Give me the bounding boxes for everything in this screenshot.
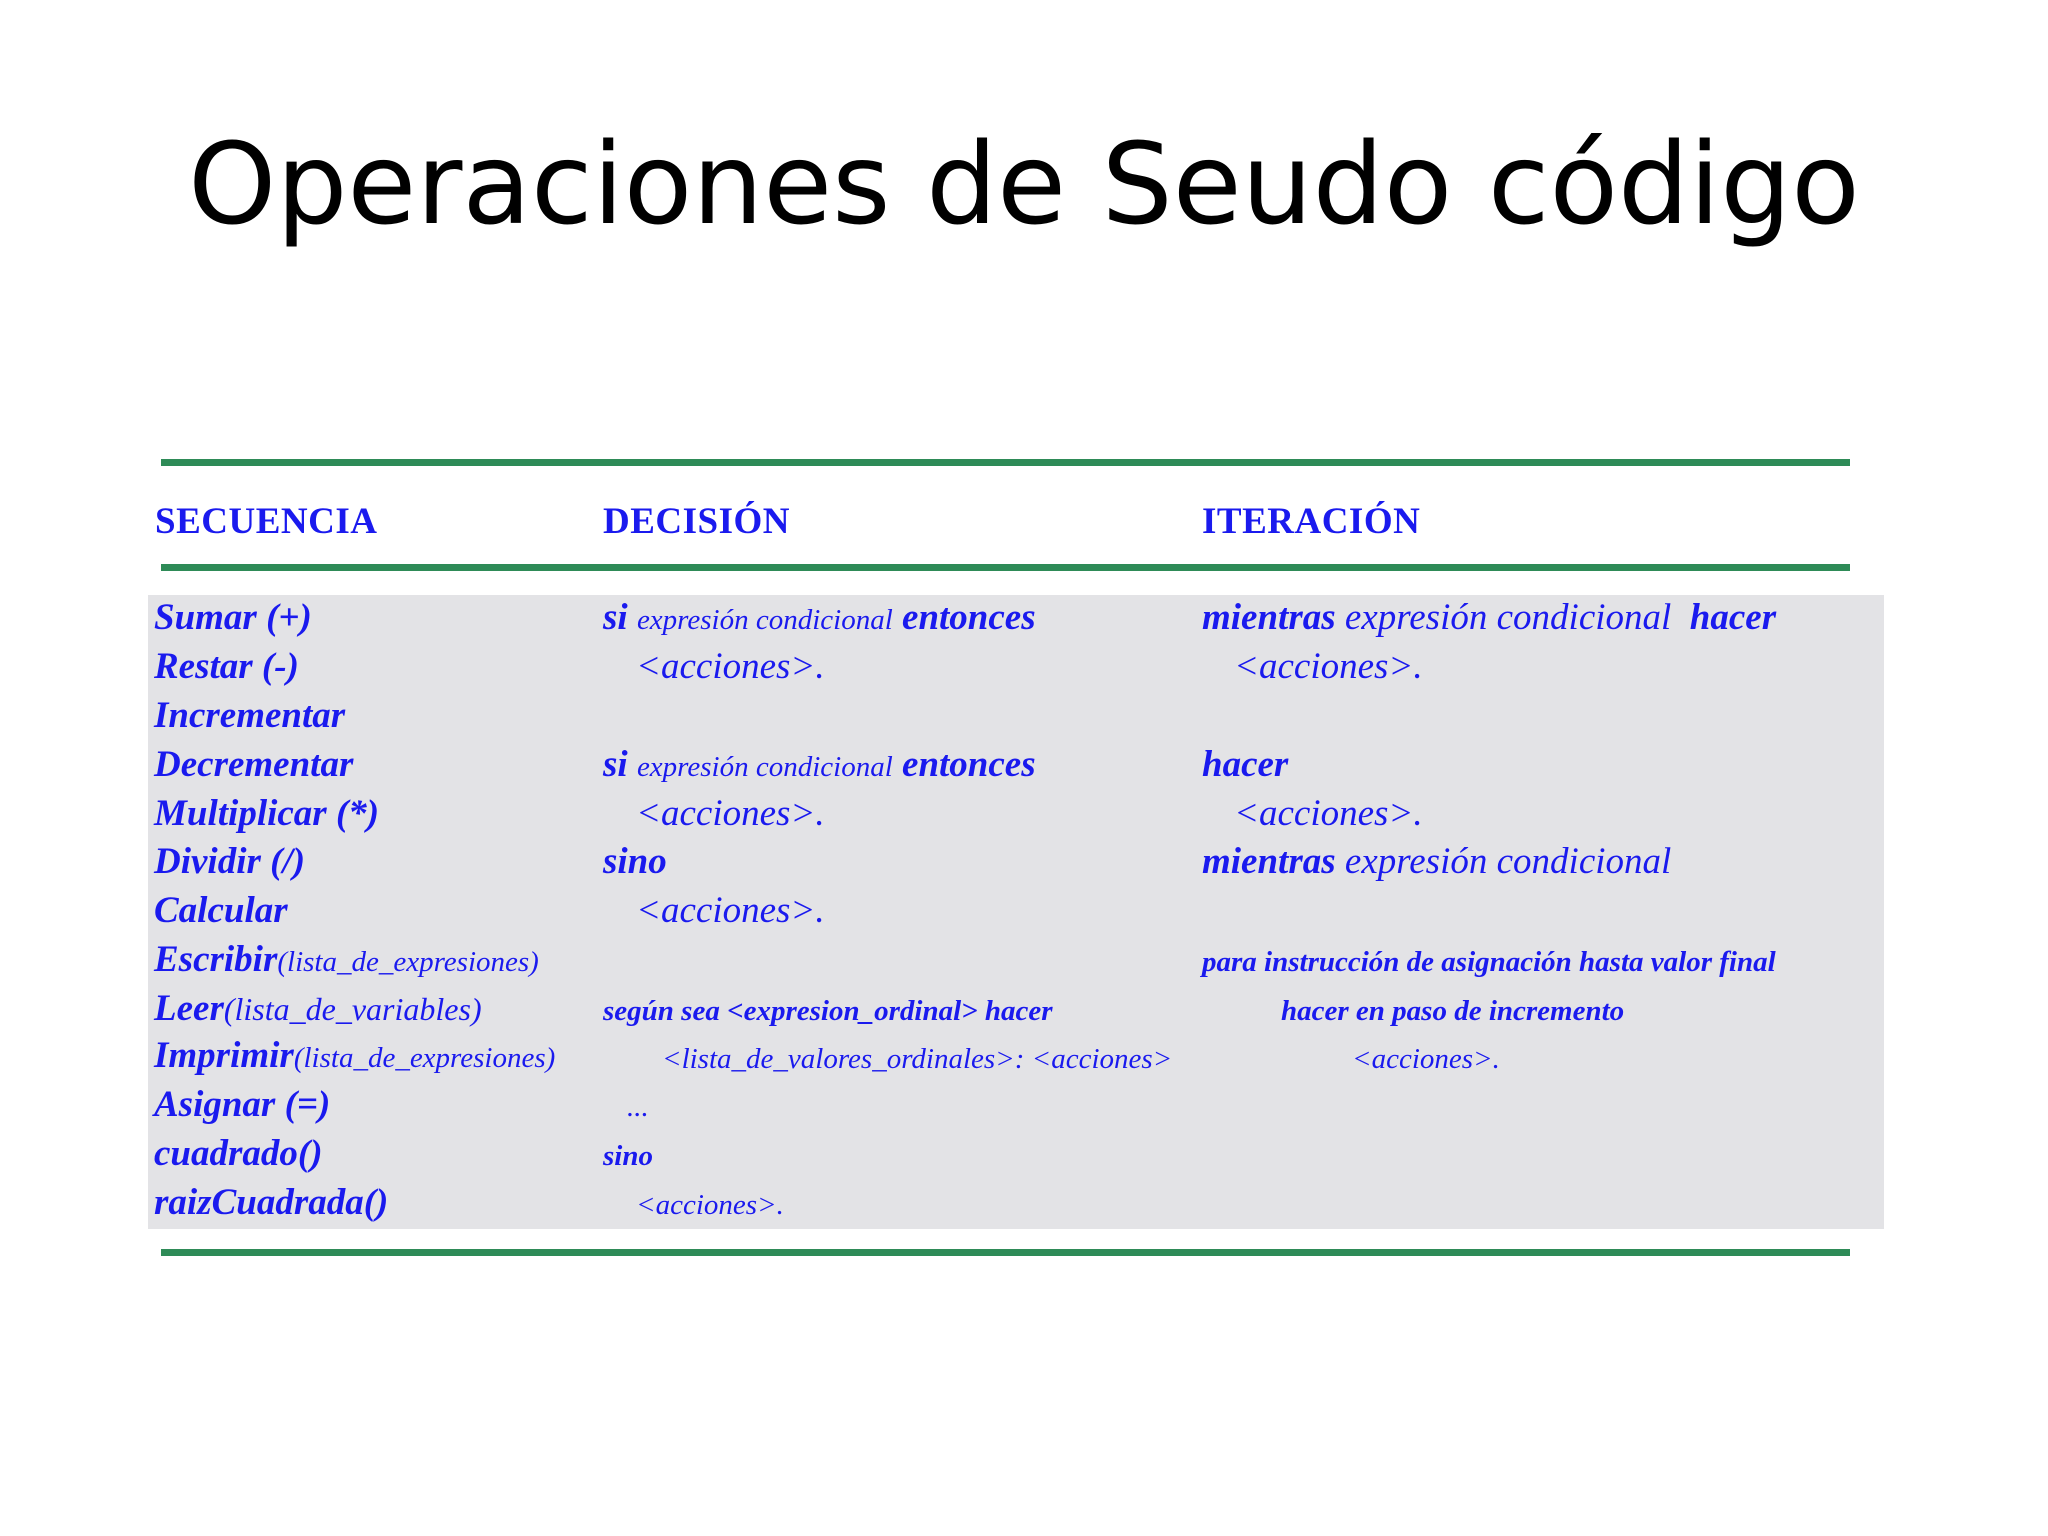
decision-lista-valores: <lista_de_valores_ordinales>: <acciones> — [662, 1043, 1173, 1075]
kw-entonces: entonces — [902, 744, 1036, 785]
op-decrementar: Decrementar — [154, 744, 354, 785]
op-incrementar: Incrementar — [154, 695, 346, 736]
kw-mientras: mientras — [1202, 597, 1336, 638]
decision-acciones-3: <acciones>. — [636, 890, 825, 931]
kw-mientras: mientras — [1202, 841, 1336, 882]
decision-segun-sea: según sea <expresion_ordinal> hacer — [603, 995, 1053, 1027]
decision-acciones-2: <acciones>. — [636, 793, 825, 834]
header-rule — [161, 564, 1850, 571]
op-cuadrado: cuadrado() — [154, 1133, 323, 1174]
decision-expr: expresión condicional — [636, 751, 893, 783]
iter-acciones-2: <acciones>. — [1234, 793, 1423, 834]
op-escribir — [154, 940, 539, 981]
op-raiz-cuadrada: raizCuadrada() — [154, 1182, 389, 1223]
op-calcular: Calcular — [154, 890, 288, 931]
op-asignar: Asignar (=) — [154, 1084, 331, 1125]
kw-hacer: hacer — [1689, 597, 1777, 638]
op-leer-name: Leer — [154, 988, 224, 1029]
iter-mientras-hacer — [1202, 598, 1776, 639]
iter-acciones-1: <acciones>. — [1234, 646, 1423, 687]
table-body — [148, 595, 1884, 1229]
iter-expr: expresión condicional — [1344, 841, 1672, 882]
iter-mientras-2 — [1202, 842, 1671, 883]
kw-sino-small: sino — [603, 1140, 653, 1172]
bottom-rule — [161, 1249, 1850, 1256]
op-dividir: Dividir (/) — [154, 841, 306, 882]
decision-si-entonces-1 — [603, 598, 1036, 639]
op-multiplicar: Multiplicar (*) — [154, 793, 380, 834]
header-secuencia: SECUENCIA — [155, 501, 378, 542]
iter-para: para instrucción de asignación hasta valor final — [1202, 946, 1776, 978]
slide-title: Operaciones de Seudo código — [188, 120, 1860, 250]
op-leer — [154, 989, 482, 1030]
op-restar: Restar (-) — [154, 646, 299, 687]
kw-hacer-2: hacer — [1202, 744, 1289, 785]
header-decision: DECISIÓN — [603, 501, 790, 542]
op-escribir-args: (lista_de_expresiones) — [277, 946, 539, 978]
op-sumar: Sumar (+) — [154, 597, 312, 638]
decision-acciones-small: <acciones>. — [636, 1189, 784, 1221]
kw-si: si — [603, 597, 628, 638]
decision-acciones-1: <acciones>. — [636, 646, 825, 687]
op-imprimir-args: (lista_de_expresiones) — [293, 1042, 556, 1074]
op-imprimir — [154, 1036, 555, 1077]
decision-si-entonces-2 — [603, 745, 1036, 786]
kw-entonces: entonces — [902, 597, 1036, 638]
decision-ellipsis: ... — [627, 1091, 649, 1123]
iter-hacer-paso: hacer en paso de incremento — [1281, 995, 1625, 1027]
header-iteracion: ITERACIÓN — [1202, 501, 1421, 542]
top-rule — [161, 459, 1850, 466]
iter-expr: expresión condicional — [1344, 597, 1672, 638]
decision-expr: expresión condicional — [636, 604, 893, 636]
op-imprimir-name: Imprimir — [154, 1035, 294, 1076]
op-leer-args: (lista_de_variables) — [223, 991, 482, 1027]
op-escribir-name: Escribir — [154, 939, 278, 980]
iter-acciones-3: <acciones>. — [1352, 1043, 1500, 1075]
kw-si: si — [603, 744, 628, 785]
kw-sino: sino — [603, 841, 667, 882]
